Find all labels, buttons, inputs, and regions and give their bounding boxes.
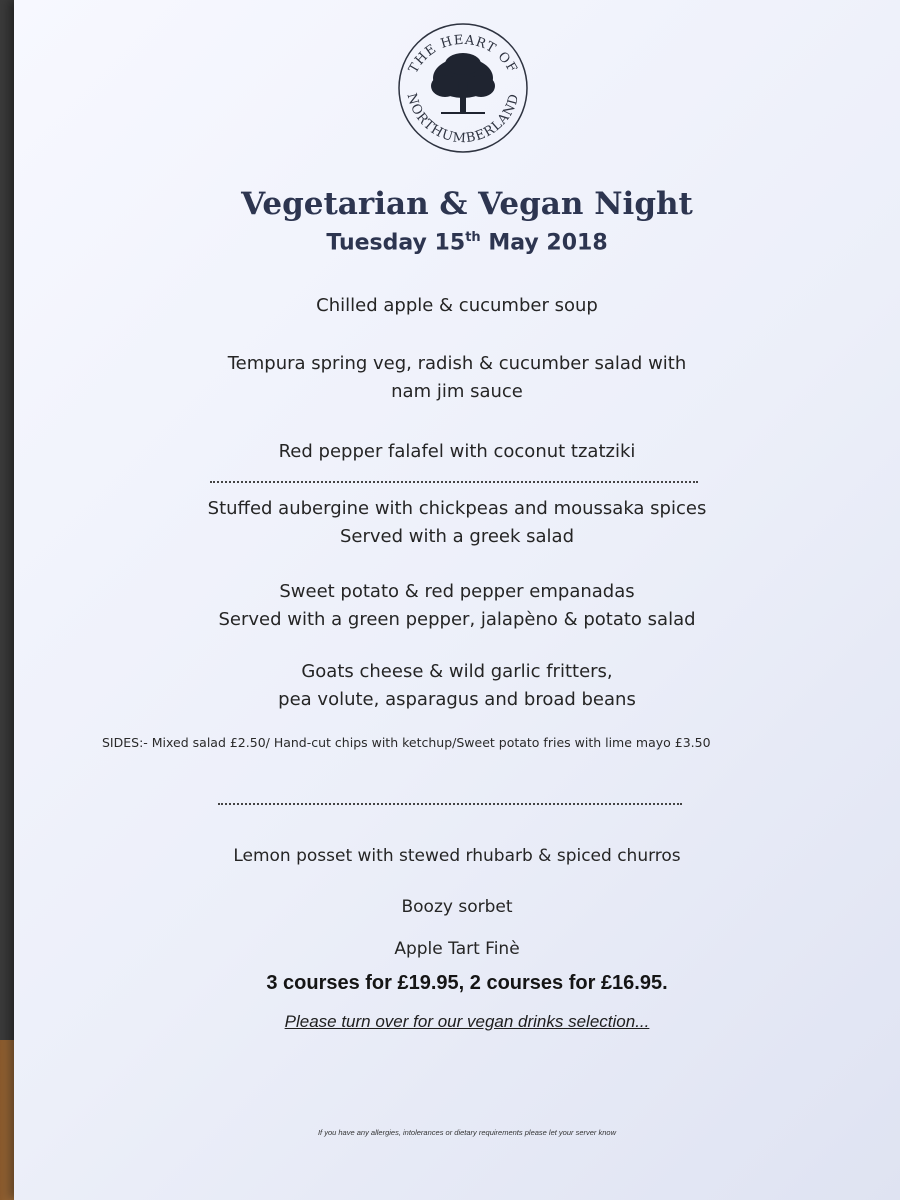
dish-line: Stuffed auberginе with chickpeas and moussaka spices <box>207 498 707 519</box>
dish-line: nam jim sauce <box>391 381 523 402</box>
main-item <box>14 495 900 551</box>
starter-item <box>14 350 900 406</box>
dessert-item: Apple Tart Finè <box>394 939 520 959</box>
sides-line: SIDES:- Mixed salad £2.50/ Hand-cut chips with ketchup/Sweet potato fries with lime mayo £3.50 <box>102 735 711 750</box>
date-rest: May 2018 <box>480 230 608 256</box>
dish-line: Chilled apple & cucumber soup <box>316 295 598 316</box>
dish-line: Red pepper falafel with coconut tzatziki <box>278 441 636 462</box>
date-suffix: th <box>465 230 481 245</box>
dish-line: Served with a greek salad <box>339 526 575 547</box>
main-item <box>14 658 900 714</box>
dish-line: Served with a green pepper, jalapèno & potato salad <box>218 609 696 630</box>
dish-line: Sweet potato & red pepper empanadas <box>279 581 635 602</box>
turn-over-text: Please turn over for our vegan drinks selection... <box>284 1012 650 1031</box>
starter-item <box>14 292 900 320</box>
oak-tree-icon <box>431 53 495 114</box>
dessert-item: Boozy sorbet <box>401 897 513 917</box>
menu-sheet <box>14 0 900 1200</box>
course-divider <box>218 803 682 805</box>
turn-over-note <box>24 1012 900 1032</box>
pricing: 3 courses for £19.95, 2 courses for £16.95. <box>266 972 668 994</box>
menu-title: Vegetarian & Vegan Night <box>241 186 693 222</box>
dessert-item: Lemon posset with stewed rhubarb & spiced churros <box>233 846 681 866</box>
event-date <box>24 230 900 255</box>
dish-line: pea volute, asparagus and broad beans <box>278 689 636 710</box>
logo-text-bottom: NORTHUMBERLAND <box>403 91 523 147</box>
dish-line: Tempura spring veg, radish & cucumber salad with <box>227 353 687 374</box>
logo <box>395 20 531 156</box>
dish-line: Goats cheese & wild garlic fritters, <box>301 661 613 682</box>
starter-item <box>14 438 900 466</box>
logo-text-top: THE HEART OF <box>406 32 520 77</box>
course-divider <box>210 481 698 483</box>
main-item <box>14 578 900 634</box>
date-prefix: Tuesday 15 <box>326 230 466 256</box>
allergy-note: If you have any allergies, intolerances or dietary requirements please let your server know <box>317 1128 617 1137</box>
